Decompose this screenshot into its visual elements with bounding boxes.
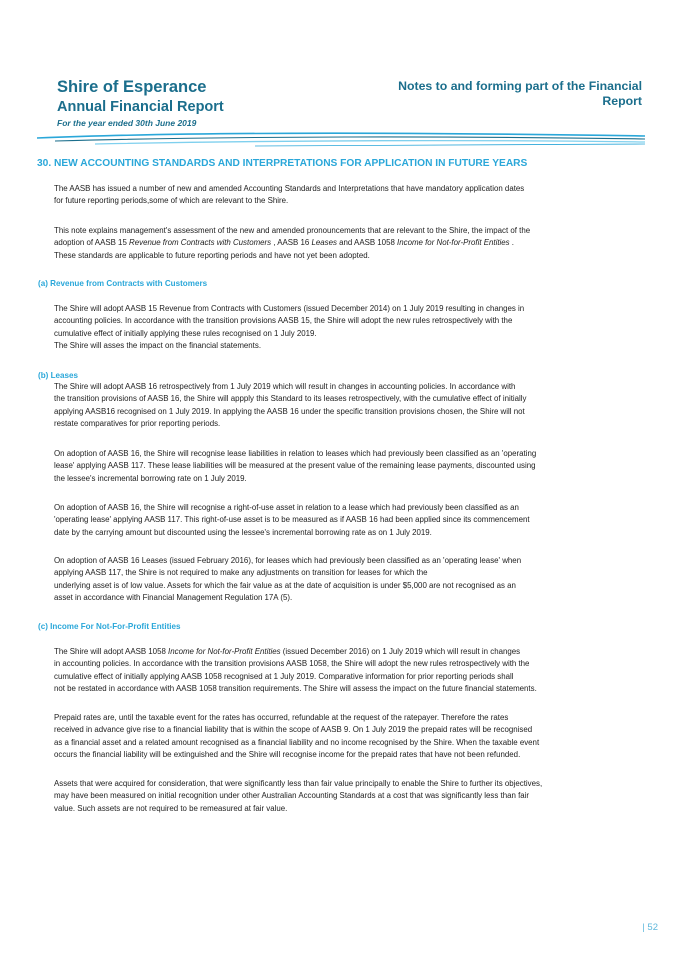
text-run: (issued December 2016) on 1 July 2019 which will result in changes	[280, 647, 521, 656]
text-line: The Shire will asses the impact on the financial statements.	[54, 341, 262, 351]
text-line: the lessee's incremental borrowing rate on 1 July 2019.	[54, 473, 247, 483]
text-line: Prepaid rates are, until the taxable event for the rates has occurred, refundable at the request of the ratepayer. Therefore the rates	[54, 713, 509, 722]
text-run: The Shire will adopt AASB 1058	[54, 647, 169, 656]
text-line	[54, 646, 537, 658]
text-line	[54, 237, 530, 249]
text-line: asset in accordance with Financial Management Regulation 17A (5).	[54, 593, 293, 603]
header-right	[352, 79, 642, 109]
subheading-leases: (b) Leases	[38, 371, 79, 380]
report-title: Annual Financial Report	[57, 99, 224, 115]
leases-paragraph-2	[54, 448, 536, 485]
text-line: applying AASB16 recognised on 1 July 2019. In applying the AASB 16 under the specific transition provisions chosen, the Shire will not	[54, 406, 525, 416]
organisation-name: Shire of Esperance	[57, 78, 207, 96]
text-line: cumulative effect of initially applying these rules recognised on 1 July 2019.	[54, 328, 317, 338]
text-line: Assets that were acquired for consideration, that were significantly less than fair value principally to enable the Shire to further its objectives,	[54, 779, 543, 788]
text-line: lease' applying AASB 117. These lease liabilities will be measured at the present value of the remaining lease payments, discounted using	[54, 461, 536, 471]
header-swoosh-divider	[35, 126, 647, 150]
text-run: adoption of AASB 15	[54, 238, 130, 248]
report-period: For the year ended 30th June 2019	[57, 118, 197, 128]
text-line: in accounting policies. In accordance with the transition provisions AASB 1058, the Shire will adopt the new rules retrospectively with the	[54, 659, 530, 669]
text-line: On adoption of AASB 16, the Shire will recognise a right-of-use asset in relation to a lease which had previously been classified as an	[54, 503, 519, 512]
text-line: cumulative effect of initially applying AASB 1058 recognised at 1 July 2019. Comparative information for prior reporting periods shall	[54, 671, 514, 681]
standard-title: Leases	[311, 238, 337, 248]
intro-paragraph-1	[54, 183, 524, 208]
text-line: The Shire will adopt AASB 15 Revenue from Contracts with Customers (issued December 2014) on 1 July 2019 resulting in changes in	[54, 304, 525, 313]
income-paragraph-3	[54, 778, 542, 815]
text-line: underlying asset is of low value. Assets for which the fair value as at the date of acquisition is under $5,000 are not recognised as an	[54, 580, 516, 590]
page-number: | 52	[642, 922, 658, 933]
revenue-paragraph	[54, 303, 524, 353]
text-run: .	[509, 238, 514, 248]
text-line: occurs the financial liability will be extinguished and the Shire will recognise income for the prepaid rates that have not been refunded.	[54, 750, 521, 760]
text-line: applying AASB 117, the Shire is not required to make any adjustments on transition for leases for which the	[54, 568, 428, 578]
text-line: 'operating lease' applying AASB 117. This right-of-use asset is to be measured as if AASB 16 had been applied since its commencement	[54, 515, 530, 525]
subheading-revenue: (a) Revenue from Contracts with Customers	[38, 279, 208, 288]
text-line: These standards are applicable to future reporting periods and have not yet been adopted.	[54, 250, 370, 260]
header-left	[57, 78, 224, 128]
notes-heading-line2: Report	[602, 94, 642, 108]
text-line: This note explains management's assessment of the new and amended pronouncements that are relevant to the Shire, the impact of the	[54, 226, 531, 235]
standard-title: Income for Not-for-Profit Entities	[397, 238, 510, 248]
text-line: The AASB has issued a number of new and amended Accounting Standards and Interpretations that have mandatory application dates	[54, 184, 525, 193]
text-line: may have been measured on initial recognition under other Australian Accounting Standards at a cost that was significantly less than fair	[54, 791, 530, 801]
section-title: 30. NEW ACCOUNTING STANDARDS AND INTERPRETATIONS FOR APPLICATION IN FUTURE YEARS	[37, 158, 528, 169]
income-paragraph-2	[54, 712, 539, 762]
leases-paragraph-1	[54, 381, 527, 431]
text-line: On adoption of AASB 16, the Shire will recognise lease liabilities in relation to leases which had previously been classified as an 'operating	[54, 449, 537, 458]
text-line: for future reporting periods,some of which are relevant to the Shire.	[54, 196, 289, 206]
notes-heading-line1: Notes to and forming part of the Financial	[398, 79, 642, 93]
text-run: , AASB 16	[271, 238, 312, 248]
text-run: and AASB 1058	[336, 238, 398, 248]
text-line: restate comparatives for prior reporting periods.	[54, 419, 221, 429]
text-line: value. Such assets are not required to be remeasured at fair value.	[54, 803, 288, 813]
standard-title: Income for Not-for-Profit Entities	[168, 647, 281, 656]
text-line: received in advance give rise to a financial liability that is within the scope of AASB 9. On 1 July 2019 the prepaid rates will be recognised	[54, 725, 533, 735]
intro-paragraph-2	[54, 225, 530, 262]
text-line: the transition provisions of AASB 16, the Shire will appply this Standard to its leases retrospectively, with the cumulative effect of initially	[54, 394, 527, 404]
text-line: accounting policies. In accordance with the transition provisions AASB 15, the Shire will adopt the new rules retrospectively with the	[54, 316, 513, 326]
text-line: On adoption of AASB 16 Leases (issued February 2016), for leases which had previously been classified as an 'operating lease' when	[54, 556, 522, 565]
text-line: The Shire will adopt AASB 16 retrospectively from 1 July 2019 which will result in changes in accounting policies. In accordance with	[54, 382, 516, 391]
text-line: not be restated in accordance with AASB 1058 transition requirements. The Shire will assess the impact on the future financial statements.	[54, 684, 537, 694]
text-line: date by the carrying amount but discounted using the lessee's incremental borrowing rate as on 1 July 2019.	[54, 527, 432, 537]
text-line: as a financial asset and a related amount recognised as a financial liability and no income recognised by the Shire. When the taxable event	[54, 737, 540, 747]
income-paragraph-1	[54, 646, 537, 696]
standard-title: Revenue from Contracts with Customers	[129, 238, 272, 248]
leases-paragraph-4	[54, 555, 521, 605]
leases-paragraph-3	[54, 502, 530, 539]
subheading-income-nfp: (c) Income For Not-For-Profit Entities	[38, 622, 181, 631]
